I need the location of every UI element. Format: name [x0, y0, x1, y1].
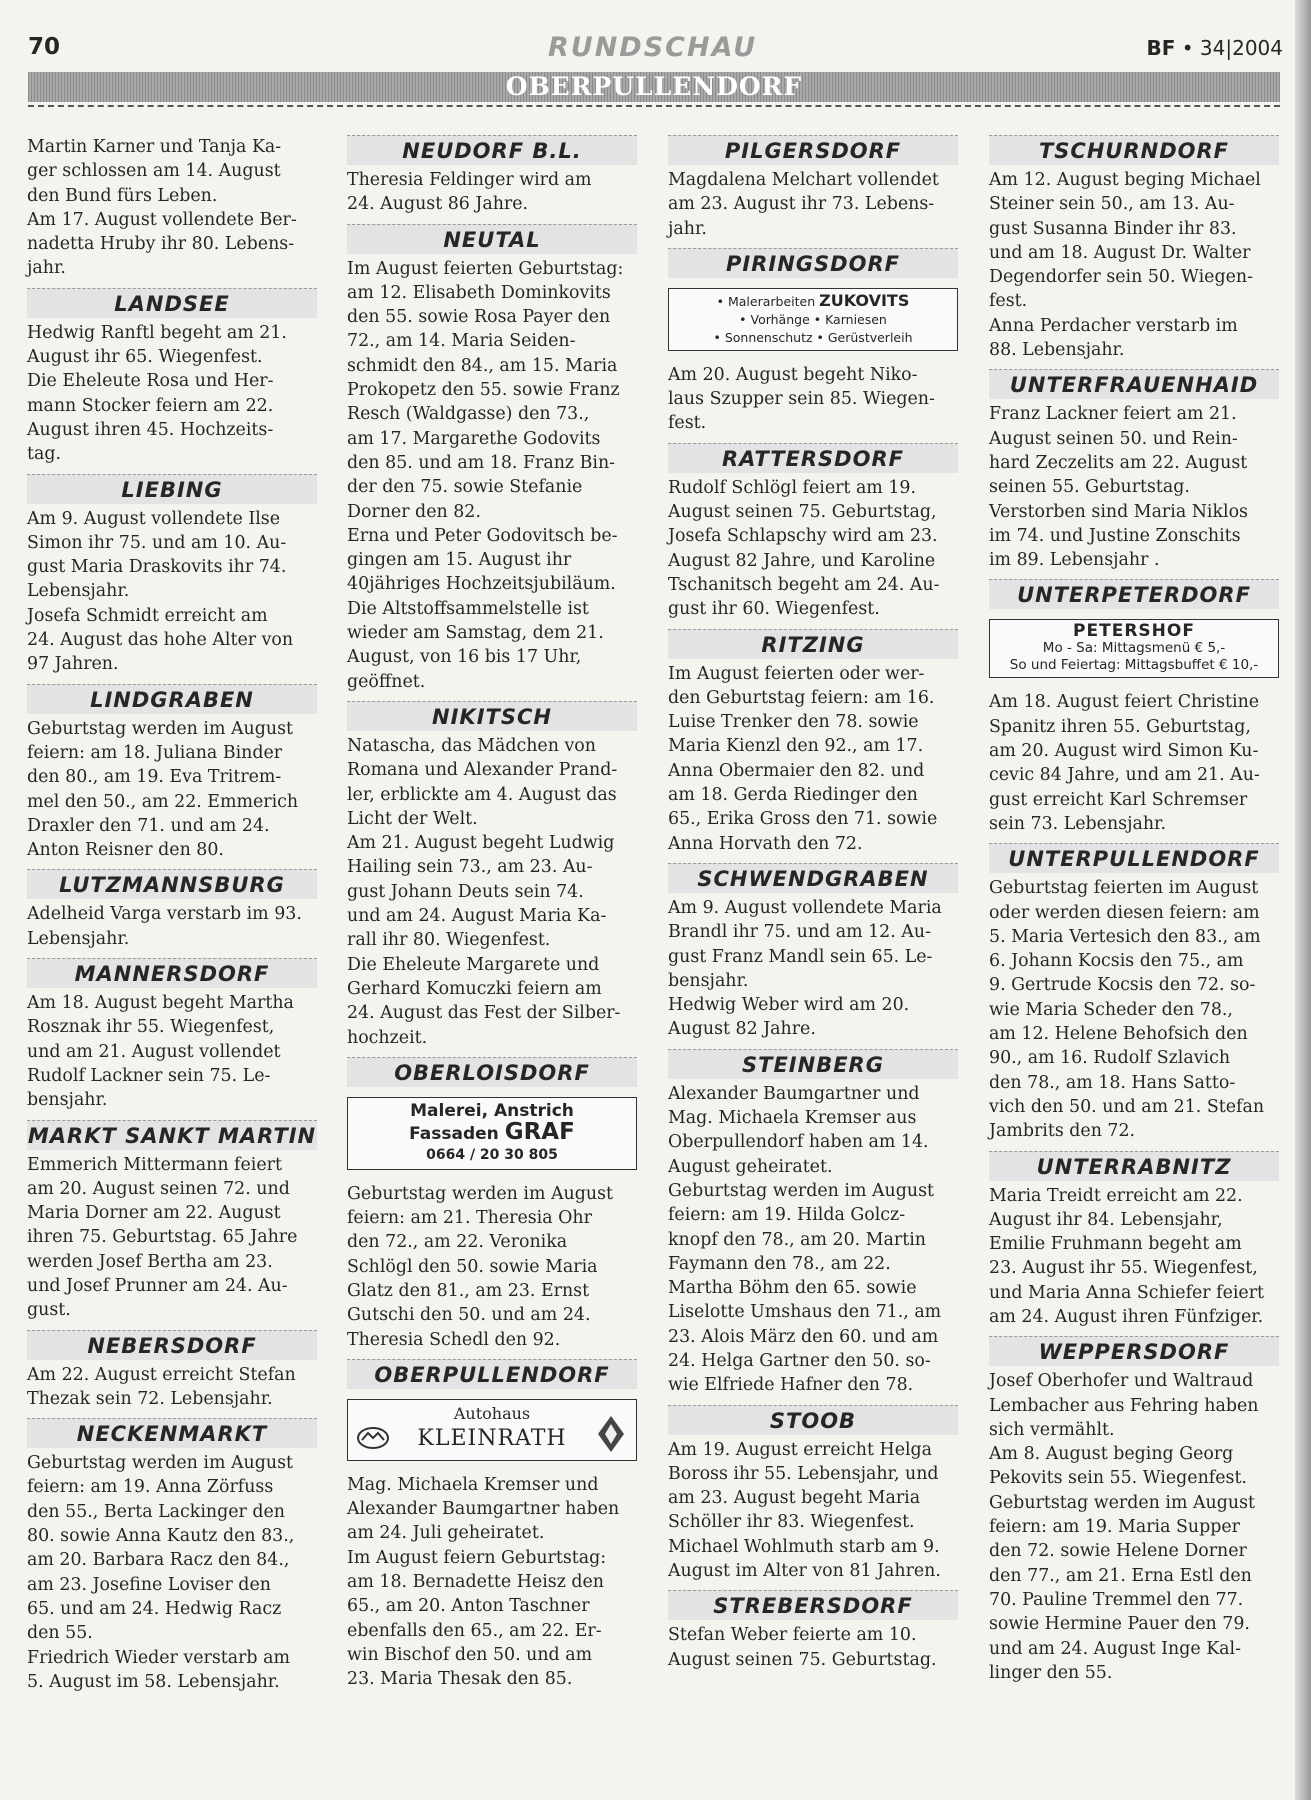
text-line: 70. Pauline Tremmel den 77. [989, 1589, 1244, 1610]
text-line: Am 19. August erreicht Helga [668, 1439, 933, 1460]
text-line: Rudolf Schlögl feiert am 19. [668, 477, 916, 498]
text-line: Geburtstag werden im August [989, 1492, 1255, 1513]
article-text [27, 717, 317, 863]
article-text [27, 1363, 317, 1412]
text-line: August ihr 84. Lebensjahr, [989, 1209, 1223, 1230]
heading-mannersdorf: MANNERSDORF [27, 958, 317, 988]
text-line: vich den 50. und am 21. Stefan [989, 1096, 1265, 1117]
text-line: Am 21. August begeht Ludwig [347, 833, 615, 854]
text-line: den 72. sowie Helene Dorner [989, 1541, 1247, 1562]
text-line: Lembacher aus Fehring haben [989, 1395, 1259, 1416]
heading-neckenmarkt: NECKENMARKT [27, 1418, 317, 1448]
heading-weppersdorf: WEPPERSDORF [989, 1336, 1279, 1366]
text-line: gust Susanna Binder ihr 83. [989, 218, 1237, 239]
text-line: rall ihr 80. Wiegenfest. [347, 930, 551, 951]
issue-info [1146, 36, 1283, 60]
text-line: feiern: am 19. Anna Zörfuss [27, 1477, 274, 1498]
text-line: Jambrits den 72. [989, 1121, 1136, 1142]
text-line: Lebensjahr. [27, 928, 130, 949]
text-line: Dorner den 82. [347, 501, 481, 522]
text-line: August ihren 45. Hochzeits- [27, 419, 274, 440]
text-line: gingen am 15. August ihr [347, 550, 572, 571]
text-line: Degendorfer sein 50. Wiegen- [989, 267, 1253, 288]
text-line: Die Altstoffsammelstelle ist [347, 598, 589, 619]
ad-zukovits-line2: • Vorhänge • Karniesen [739, 311, 887, 327]
text-line: Licht der Welt. [347, 808, 478, 829]
issue-separator: • [1181, 36, 1194, 60]
text-line: August 82 Jahre. [668, 1019, 816, 1040]
heading-lindgraben: LINDGRABEN [27, 684, 317, 714]
heading-stoob: STOOB [668, 1405, 958, 1435]
text-line: den 77., am 21. Erna Estl den [989, 1565, 1252, 1586]
text-line: und am 24. August Maria Ka- [347, 906, 607, 927]
mazda-logo-icon [356, 1426, 390, 1450]
text-line: der den 75. sowie Stefanie [347, 477, 583, 498]
text-line: Emilie Fruhmann begeht am [989, 1234, 1242, 1255]
text-line: sein 73. Lebensjahr. [989, 813, 1166, 834]
article-text [27, 1153, 317, 1323]
column-4 [989, 135, 1279, 1685]
text-line: Im August feierten oder wer- [668, 663, 925, 684]
ad-graf-name: GRAF [504, 1118, 575, 1145]
banner-rule [28, 105, 1280, 107]
text-line: Hedwig Ranftl begeht am 21. [27, 322, 287, 343]
text-line: Anna Obermaier den 82. und [668, 760, 925, 781]
text-line: Am 22. August erreicht Stefan [27, 1364, 296, 1385]
ad-petershof-line2: Mo - Sa: Mittagsmenü € 5,- [1042, 640, 1226, 657]
text-line: Am 20. August begeht Niko- [668, 364, 918, 385]
text-line: 6. Johann Kocsis den 75., am [989, 951, 1244, 972]
issue-number: 34|2004 [1199, 36, 1283, 60]
text-line: Geburtstag feierten im August [989, 878, 1259, 899]
heading-strebersdorf: STREBERSDORF [668, 1590, 958, 1620]
column-1 [27, 135, 317, 1694]
text-line: Prokopetz den 55. sowie Franz [347, 380, 620, 401]
heading-piringsdorf: PIRINGSDORF [668, 248, 958, 278]
article-text [27, 1451, 317, 1694]
text-line: Die Eheleute Margarete und [347, 954, 600, 975]
text-line: 23. August ihr 55. Wiegenfest, [989, 1258, 1258, 1279]
text-line: feiern: am 19. Hilda Golcz- [668, 1205, 906, 1226]
article-text [989, 168, 1279, 362]
text-line: 65., Erika Gross den 71. sowie [668, 809, 938, 830]
text-line: linger den 55. [989, 1662, 1113, 1683]
text-line: Am 18. August begeht Martha [27, 993, 294, 1014]
text-line: 5. Maria Vertesich den 83., am [989, 926, 1261, 947]
text-line: 5. August im 58. Lebensjahr. [27, 1671, 280, 1692]
heading-markt-sankt-martin: MARKT SANKT MARTIN [27, 1120, 317, 1150]
text-line: Gutschi den 50. und am 24. [347, 1305, 591, 1326]
text-line: Am 8. August beging Georg [989, 1444, 1234, 1465]
text-line: gust. [27, 1300, 71, 1321]
ad-graf-phone: 0664 / 20 30 805 [426, 1146, 558, 1163]
text-line: Am 18. August feiert Christine [989, 692, 1260, 713]
text-line: den 80., am 19. Eva Tritrem- [27, 767, 282, 788]
text-line: Hailing sein 73., am 23. Au- [347, 857, 593, 878]
text-line: August im Alter von 81 Jahren. [668, 1561, 941, 1582]
heading-unterrabnitz: UNTERRABNITZ [989, 1151, 1279, 1181]
heading-landsee: LANDSEE [27, 288, 317, 318]
renault-logo-icon [596, 1414, 626, 1454]
article-text [347, 1182, 637, 1352]
text-line: 24. Helga Gartner den 50. so- [668, 1350, 931, 1371]
text-line: Brandl ihr 75. und am 12. Au- [668, 922, 931, 943]
heading-neudorf-b-l: NEUDORF B.L. [347, 135, 637, 165]
text-line: Maria Kienzl den 92., am 17. [668, 736, 924, 757]
text-line: mel den 50., am 22. Emmerich [27, 791, 299, 812]
text-line: Am 9. August vollendete Ilse [27, 508, 281, 529]
text-line: den 85. und am 18. Franz Bin- [347, 452, 616, 473]
text-line: Josefa Schmidt erreicht am [27, 605, 268, 626]
text-line: Franz Lackner feiert am 21. [989, 404, 1237, 425]
text-line: August, von 16 bis 17 Uhr, [347, 647, 582, 668]
article-text [989, 402, 1279, 572]
article-text [27, 135, 317, 281]
text-line: 90., am 16. Rudolf Szlavich [989, 1048, 1231, 1069]
heading-unterpullendorf: UNTERPULLENDORF [989, 843, 1279, 873]
text-line: am 18. Gerda Riedinger den [668, 785, 918, 806]
text-line: Gerhard Komuczki feiern am [347, 978, 602, 999]
text-line: August ihr 65. Wiegenfest. [27, 347, 263, 368]
ad-zukovits-line3: • Sonnenschutz • Gerüstverleih [713, 329, 913, 345]
text-line: Friedrich Wieder verstarb am [27, 1647, 290, 1668]
text-line: Geburtstag werden im August [27, 1453, 293, 1474]
ad-zukovits-line1: • Malerarbeiten [716, 293, 816, 309]
text-line: den 78., am 18. Hans Satto- [989, 1072, 1236, 1093]
text-line: am 12. Elisabeth Dominkovits [347, 282, 611, 303]
text-line: Steiner sein 50., am 13. Au- [989, 194, 1235, 215]
article-text [27, 902, 317, 951]
article-text [347, 168, 637, 217]
page-number: 70 [28, 34, 61, 60]
text-line: sowie Hermine Pauer den 79. [989, 1614, 1250, 1635]
text-line: und Josef Prunner am 24. Au- [27, 1275, 288, 1296]
column-2 [347, 135, 637, 1692]
text-line: 72., am 14. Maria Seiden- [347, 331, 576, 352]
text-line: August 82 Jahre, und Karoline [668, 550, 936, 571]
heading-liebing: LIEBING [27, 474, 317, 504]
text-line: Josef Oberhofer und Waltraud [989, 1371, 1254, 1392]
article-text [347, 734, 637, 1050]
text-line: Theresia Schedl den 92. [347, 1329, 561, 1350]
text-line: Glatz den 81., am 23. Ernst [347, 1280, 590, 1301]
text-line: Oberpullendorf haben am 14. [668, 1132, 929, 1153]
text-line: Geburtstag werden im August [27, 718, 293, 739]
text-line: knopf den 78., am 20. Martin [668, 1229, 926, 1250]
article-text [668, 363, 958, 436]
text-line: cevic 84 Jahre, und am 21. Au- [989, 765, 1260, 786]
text-line: nadetta Hruby ihr 80. Lebens- [27, 234, 295, 255]
text-line: 65., am 20. Anton Taschner [347, 1596, 590, 1617]
text-line: 65. und am 24. Hedwig Racz [27, 1598, 282, 1619]
text-line: Rudolf Lackner sein 75. Le- [27, 1065, 271, 1086]
text-line: Geburtstag werden im August [668, 1180, 934, 1201]
text-line: 24. August das Fest der Silber- [347, 1003, 621, 1024]
text-line: im 89. Lebensjahr . [989, 550, 1160, 571]
text-line: Schöller ihr 83. Wiegenfest. [668, 1512, 915, 1533]
text-line: den 55. sowie Rosa Payer den [347, 307, 611, 328]
text-line: den Bund fürs Leben. [27, 185, 218, 206]
text-line: wie Maria Scheder den 78., [989, 999, 1233, 1020]
text-line: bensjahr. [27, 1090, 108, 1111]
page-spine [1295, 0, 1311, 1800]
ad-zukovits-name: ZUKOVITS [819, 290, 910, 310]
text-line: Schlögl den 50. sowie Maria [347, 1256, 598, 1277]
heading-ritzing: RITZING [668, 629, 958, 659]
heading-unterpeterdorf: UNTERPETERDORF [989, 579, 1279, 609]
section-title: RUNDSCHAU [548, 32, 758, 63]
text-line: feiern: am 21. Theresia Ohr [347, 1208, 592, 1229]
text-line: ebenfalls den 65., am 22. Er- [347, 1620, 602, 1641]
text-line: bensjahr. [668, 970, 749, 991]
heading-oberpullendorf: OBERPULLENDORF [347, 1359, 637, 1389]
text-line: am 24. August ihren Fünfziger. [989, 1306, 1264, 1327]
text-line: Alexander Baumgartner haben [347, 1499, 620, 1520]
article-text [668, 1082, 958, 1398]
text-line: wie Elfriede Hafner den 78. [668, 1375, 914, 1396]
text-line: sich vermählt. [989, 1419, 1115, 1440]
text-line: 80. sowie Anna Kautz den 83., [27, 1526, 295, 1547]
text-line: den 55. [27, 1623, 93, 1644]
text-line: Pekovits sein 55. Wiegenfest. [989, 1468, 1247, 1489]
ad-petershof [989, 619, 1279, 678]
article-text [989, 1184, 1279, 1330]
text-line: und am 18. August Dr. Walter [989, 242, 1251, 263]
text-line: und am 24. August Inge Kal- [989, 1638, 1241, 1659]
text-line: 24. August 86 Jahre. [347, 194, 529, 215]
text-line: oder werden diesen feiern: am [989, 902, 1260, 923]
text-line: schmidt den 84., am 15. Maria [347, 355, 618, 376]
text-line: am 23. Josefine Loviser den [27, 1574, 271, 1595]
text-line: ger schlossen am 14. August [27, 161, 281, 182]
text-line: den Geburtstag feiern: am 16. [668, 687, 935, 708]
text-line: Boross ihr 55. Lebensjahr, und [668, 1463, 939, 1484]
ad-petershof-line3: So und Feiertag: Mittagsbuffet € 10,- [1009, 657, 1259, 674]
text-line: Rosznak ihr 55. Wiegenfest, [27, 1017, 275, 1038]
text-line: wieder am Samstag, dem 21. [347, 623, 604, 644]
text-line: Adelheid Varga verstarb im 93. [27, 904, 302, 925]
ad-zukovits [668, 288, 958, 351]
text-line: Verstorben sind Maria Niklos [989, 501, 1248, 522]
region-banner: OBERPULLENDORF [28, 72, 1280, 102]
ad-kleinrath [347, 1399, 637, 1461]
text-line: Im August feierten Geburtstag: [347, 258, 624, 279]
text-line: Natascha, das Mädchen von [347, 735, 596, 756]
text-line: werden Josef Bertha am 23. [27, 1251, 273, 1272]
text-line: 24. August das hohe Alter von [27, 630, 294, 651]
article-text [989, 690, 1279, 836]
text-line: August geheiratet. [668, 1156, 833, 1177]
text-line: Im August feiern Geburtstag: [347, 1547, 607, 1568]
text-line: 23. Maria Thesak den 85. [347, 1669, 573, 1690]
text-line: ihren 75. Geburtstag. 65 Jahre [27, 1227, 298, 1248]
text-line: Simon ihr 75. und am 10. Au- [27, 532, 287, 553]
article-text [668, 896, 958, 1042]
text-line: am 20. August seinen 72. und [27, 1178, 290, 1199]
text-line: 40jähriges Hochzeitsjubiläum. [347, 574, 616, 595]
column-3 [668, 135, 958, 1672]
text-line: im 74. und Justine Zonschits [989, 525, 1241, 546]
text-line: jahr. [668, 218, 707, 239]
article-text [989, 876, 1279, 1143]
heading-nikitsch: NIKITSCH [347, 701, 637, 731]
text-line: seinen 55. Geburtstag. [989, 477, 1190, 498]
text-line: August seinen 50. und Rein- [989, 428, 1238, 449]
text-line: und am 21. August vollendet [27, 1041, 281, 1062]
text-line: Luise Trenker den 78. sowie [668, 712, 919, 733]
text-line: Maria Dorner am 22. August [27, 1203, 281, 1224]
text-line: Romana und Alexander Prand- [347, 760, 618, 781]
text-line: Geburtstag werden im August [347, 1183, 613, 1204]
text-line: August seinen 75. Geburtstag. [668, 1649, 937, 1670]
text-line: am 20. Barbara Racz den 84., [27, 1550, 290, 1571]
text-line: 9. Gertrude Kocsis den 72. so- [989, 975, 1256, 996]
publication-name: BF [1146, 36, 1176, 60]
text-line: fest. [668, 413, 707, 434]
text-line: Martha Böhm den 65. sowie [668, 1278, 917, 1299]
text-line: Josefa Schlapschy wird am 23. [668, 526, 938, 547]
text-line: Liselotte Umshaus den 71., am [668, 1302, 942, 1323]
text-line: geöffnet. [347, 671, 426, 692]
text-line: am 17. Margarethe Godovits [347, 428, 601, 449]
text-line: laus Szupper sein 85. Wiegen- [668, 389, 935, 410]
ad-kleinrath-line1: Autohaus [453, 1403, 531, 1423]
text-line: Erna und Peter Godovitsch be- [347, 525, 618, 546]
text-line: Am 12. August beging Michael [989, 170, 1261, 190]
ad-graf-line2: Fassaden [409, 1123, 499, 1144]
article-text [347, 257, 637, 694]
text-line: Mag. Michaela Kremser aus [668, 1108, 917, 1129]
text-line: gust Franz Mandl sein 65. Le- [668, 946, 933, 967]
text-line: tag. [27, 444, 62, 465]
ad-graf [347, 1097, 637, 1170]
text-line: Thezak sein 72. Lebensjahr. [27, 1388, 273, 1409]
article-text [27, 321, 317, 467]
text-line: Am 17. August vollendete Ber- [27, 209, 297, 230]
heading-oberloisdorf: OBERLOISDORF [347, 1057, 637, 1087]
text-line: Alexander Baumgartner und [668, 1083, 920, 1104]
text-line: Draxler den 71. und am 24. [27, 815, 270, 836]
text-line: gust Maria Draskovits ihr 74. [27, 557, 287, 578]
text-line: 23. Alois März den 60. und am [668, 1326, 939, 1347]
heading-pilgersdorf: PILGERSDORF [668, 135, 958, 165]
text-line: Lebensjahr. [27, 581, 130, 602]
text-line: am 20. August wird Simon Ku- [989, 741, 1259, 762]
ad-petershof-name: PETERSHOF [1073, 621, 1195, 642]
text-line: hard Zeczelits am 22. August [989, 452, 1248, 473]
heading-unterfrauenhaid: UNTERFRAUENHAID [989, 369, 1279, 399]
text-line: den 55., Berta Lackinger den [27, 1501, 285, 1522]
text-line: am 23. August begeht Maria [668, 1488, 921, 1509]
text-line: August seinen 75. Geburtstag, [668, 502, 937, 523]
article-text [347, 1473, 637, 1692]
article-text [668, 1438, 958, 1584]
text-line: feiern: am 18. Juliana Binder [27, 742, 283, 763]
text-line: jahr. [27, 258, 66, 279]
text-line: Anna Horvath den 72. [668, 833, 863, 854]
heading-steinberg: STEINBERG [668, 1049, 958, 1079]
article-text [668, 168, 958, 241]
text-line: fest. [989, 291, 1028, 312]
text-line: ler, erblickte am 4. August das [347, 784, 617, 805]
text-line: Am 9. August vollendete Maria [668, 897, 942, 918]
text-line: Maria Treidt erreicht am 22. [989, 1185, 1243, 1206]
text-line: Resch (Waldgasse) den 73., [347, 404, 590, 425]
text-line: gust ihr 60. Wiegenfest. [668, 599, 880, 620]
text-line: Tschanitsch begeht am 24. Au- [668, 574, 940, 595]
article-text [989, 1369, 1279, 1685]
text-line: gust Johann Deuts sein 74. [347, 881, 584, 902]
text-line: mann Stocker feiern am 22. [27, 395, 274, 416]
heading-tschurndorf: TSCHURNDORF [989, 135, 1279, 165]
text-line: gust erreicht Karl Schremser [989, 789, 1248, 810]
heading-rattersdorf: RATTERSDORF [668, 443, 958, 473]
text-line: Michael Wohlmuth starb am 9. [668, 1536, 940, 1557]
text-line: feiern: am 19. Maria Supper [989, 1517, 1240, 1538]
text-line: Die Eheleute Rosa und Her- [27, 371, 274, 392]
text-line: Magdalena Melchart vollendet [668, 170, 939, 190]
heading-neutal: NEUTAL [347, 224, 637, 254]
text-line: Stefan Weber feierte am 10. [668, 1625, 917, 1646]
text-line: den 72., am 22. Veronika [347, 1232, 568, 1253]
text-line: Faymann den 78., am 22. [668, 1253, 891, 1274]
text-line: Anna Perdacher verstarb im [989, 315, 1238, 336]
text-line: Anton Reisner den 80. [27, 840, 224, 861]
text-line: am 23. August ihr 73. Lebens- [668, 194, 935, 215]
text-line: win Bischof den 50. und am [347, 1644, 593, 1665]
text-line: am 12. Helene Behofsich den [989, 1024, 1248, 1045]
text-line: Emmerich Mittermann feiert [27, 1154, 282, 1175]
ad-graf-line1: Malerei, Anstrich [410, 1100, 574, 1121]
text-line: am 18. Bernadette Heisz den [347, 1572, 605, 1593]
text-line: Theresia Feldinger wird am [347, 170, 592, 190]
article-text [668, 476, 958, 622]
article-text [27, 507, 317, 677]
text-line: 97 Jahren. [27, 654, 119, 675]
text-line: Martin Karner und Tanja Ka- [27, 137, 282, 157]
heading-lutzmannsburg: LUTZMANNSBURG [27, 869, 317, 899]
text-line: Spanitz ihren 55. Geburtstag, [989, 716, 1251, 737]
article-text [27, 991, 317, 1112]
text-line: 88. Lebensjahr. [989, 340, 1125, 361]
article-text [668, 1623, 958, 1672]
heading-nebersdorf: NEBERSDORF [27, 1330, 317, 1360]
ad-kleinrath-name: KLEINRATH [417, 1425, 567, 1451]
text-line: hochzeit. [347, 1027, 428, 1048]
heading-schwendgraben: SCHWENDGRABEN [668, 863, 958, 893]
text-line: Hedwig Weber wird am 20. [668, 995, 910, 1016]
text-line: Mag. Michaela Kremser und [347, 1474, 599, 1495]
text-line: am 24. Juli geheiratet. [347, 1523, 545, 1544]
article-text [668, 662, 958, 856]
text-line: und Maria Anna Schiefer feiert [989, 1282, 1265, 1303]
